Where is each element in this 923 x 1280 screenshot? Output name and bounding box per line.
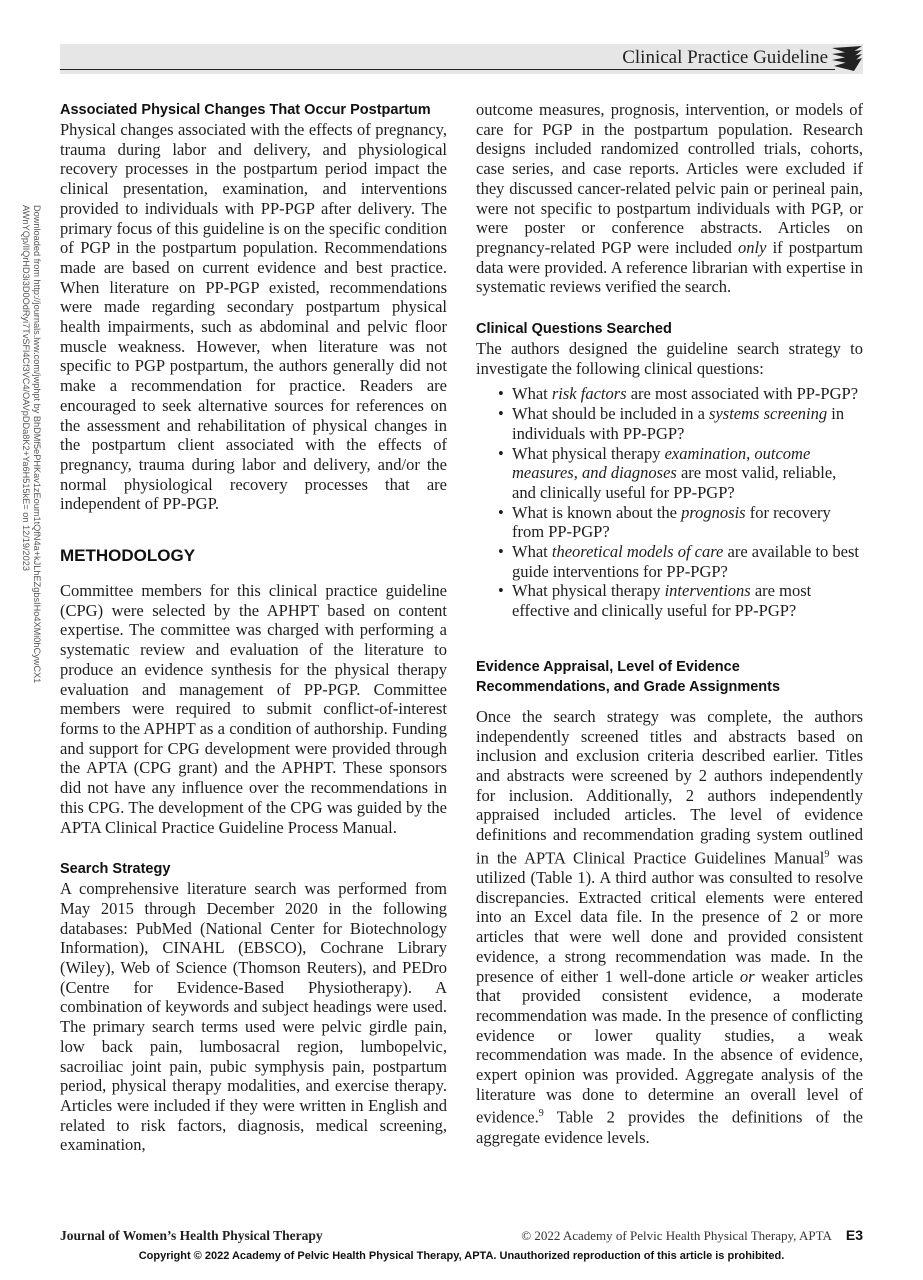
paragraph-search-continued: outcome measures, prognosis, intervention, or models of care for PGP in the postpartum population. Research designs included randomized controlled trials, cohorts, case series, and case reports. Articles were excluded if they discussed cancer-related pelvic pain or perineal pain, were not specific to postpartum individuals with PGP, or were poster or conference abstracts. Articles on pregnancy-related PGP were included only if postpartum data were provided. A reference librarian with expertise in systematic reviews verified the search. [476, 100, 864, 297]
guideline-chevron-icon [830, 45, 864, 73]
list-item: • What physical therapy examination, outcome measures, and diagnoses are most valid, reliable, and clinically useful for PP-PGP? [498, 443, 837, 502]
reference-superscript: 9 [824, 848, 830, 860]
heading-associated-changes: Associated Physical Changes That Occur Postpartum [60, 102, 431, 118]
paragraph-search-strategy: A comprehensive literature search was performed from May 2015 through December 2020 in the following databases: PubMed (National Center for Biotechnology Information), CINAHL (EBSCO), Cochrane Library (Wiley), Web of Science (Thomson Reuters), and PEDro (Centre for Evidence-Based Physiotherapy). A combination of keywords and subject headings were used. The primary search terms used were pelvic girdle pain, low back pain, lumbosacral region, lumbopelvic, sacroiliac joint pain, pubic symphysis pain, postpartum period, physical therapy modalities, and exercise therapy. Articles were included if they were written in English and related to risk factors, diagnosis, medical screening, examination, [60, 879, 447, 1155]
download-watermark [21, 205, 42, 684]
header-rule [60, 69, 835, 70]
download-note-line-1: Downloaded from http://journals.lww.com/jwphpt by BhDMf5ePHKav1zEoum1tQfN4a+kJLhEZgbsIHo4XMi0hCywCX1 [32, 205, 42, 684]
list-item: • What is known about the prognosis for recovery from PP-PGP? [498, 502, 831, 542]
heading-clinical-questions: Clinical Questions Searched [476, 321, 672, 338]
footer-copyright: © 2022 Academy of Pelvic Health Physical Therapy, APTA [521, 1228, 832, 1243]
page-number: E3 [845, 1227, 863, 1243]
paragraph-clinical-questions: The authors designed the guideline search strategy to investigate the following clinical questions: [476, 339, 863, 378]
clinical-questions-list [476, 384, 863, 620]
footer-right [521, 1227, 863, 1244]
running-header-title: Clinical Practice Guideline [622, 47, 828, 68]
list-item: • What theoretical models of care are available to best guide interventions for PP-PGP? [498, 542, 859, 581]
paragraph-evidence-appraisal: Once the search strategy was complete, the authors independently screened titles and abstracts based on inclusion and exclusion criteria described earlier. Titles and abstracts were screened by 2 authors independently for inclusion. Additionally, 2 authors independently appraised included articles. The level of evidence definitions and recommendation grading system outlined in the APTA Clinical Practice Guidelines Manual$^9$ was utilized (Table 1). A third author was consulted to resolve discrepancies. Extracted critical elements were entered into an Excel data file. In the presence of 2 or more articles that were well done and provided consistent evidence, a strong recommendation was made. In the presence of either 1 well-done article or weaker articles that provided consistent evidence, a moderate recommendation was made. In the presence of conflicting evidence or lower quality studies, a weak recommendation was made. In the absence of evidence, expert opinion was provided. Aggregate analysis of the literature was done to determine an overall level of evidence.$^9$ Table 2 provides the definitions of the aggregate evidence levels. [476, 706, 863, 1147]
list-item: • What should be included in a systems screening in individuals with PP-PGP? [498, 404, 845, 443]
paragraph-associated-changes: Physical changes associated with the effects of pregnancy, trauma during labor and delivery, and physiological recovery processes in the postpartum period impact the clinical presentation, examination, and interventions provided to individuals with PP-PGP after delivery. The primary focus of this guideline is on the specific condition of PGP in the postpartum population. Recommendations made are based on current evidence and best practice. When literature on PP-PGP existed, recommendations were made regarding secondary postpartum physical health impairments, such as abdominal and pelvic floor muscle weakness. However, when literature was not specific to PGP postpartum, the authors generally did not make a recommendation for practice. Readers are encouraged to seek alternative sources for references on the assessment and rehabilitation of physical changes in the postpartum client associated with the effects of pregnancy, trauma during labor and delivery, and/or the normal physiological recovery processes that are independent of PP-PGP. [60, 120, 447, 514]
heading-methodology: METHODOLOGY [60, 546, 196, 566]
heading-search-strategy: Search Strategy [60, 861, 171, 878]
copyright-notice: Copyright © 2022 Academy of Pelvic Health Physical Therapy, APTA. Unauthorized reproduction of this article is prohibited. [138, 1250, 785, 1262]
list-item: • What physical therapy interventions are most effective and clinically useful for PP-PGP? [498, 581, 812, 621]
download-note-line-2: AWnYQp/IlQrHD3i3D0OdRyi7TvSFl4Cf3VC4/OAVpDDa8K2+Ya6H515kE= on 12/19/2023 [21, 205, 31, 571]
right-column [476, 100, 863, 1147]
reference-superscript: 9 [538, 1108, 544, 1120]
left-column [60, 100, 447, 1155]
heading-evidence-appraisal: Evidence Appraisal, Level of Evidence Recommendations, and Grade Assignments [476, 658, 781, 695]
list-item: • What risk factors are most associated with PP-PGP? [498, 384, 859, 404]
paragraph-methodology: Committee members for this clinical practice guideline (CPG) were selected by the APHPT based on content expertise. The committee was charged with performing a systematic review and evaluation of the literature to produce an evidence synthesis for the physical therapy evaluation and management of PP-PGP. Committee members were required to submit conflict-of-interest forms to the APHPT as a condition of authorship. Funding and support for CPG development were provided through the APTA (CPG grant) and the APHPT. These sponsors did not have any influence over the recommendations in this CPG. The development of the CPG was guided by the APTA Clinical Practice Guideline Process Manual. [60, 581, 447, 837]
footer-journal-name: Journal of Women’s Health Physical Therapy [60, 1228, 323, 1243]
